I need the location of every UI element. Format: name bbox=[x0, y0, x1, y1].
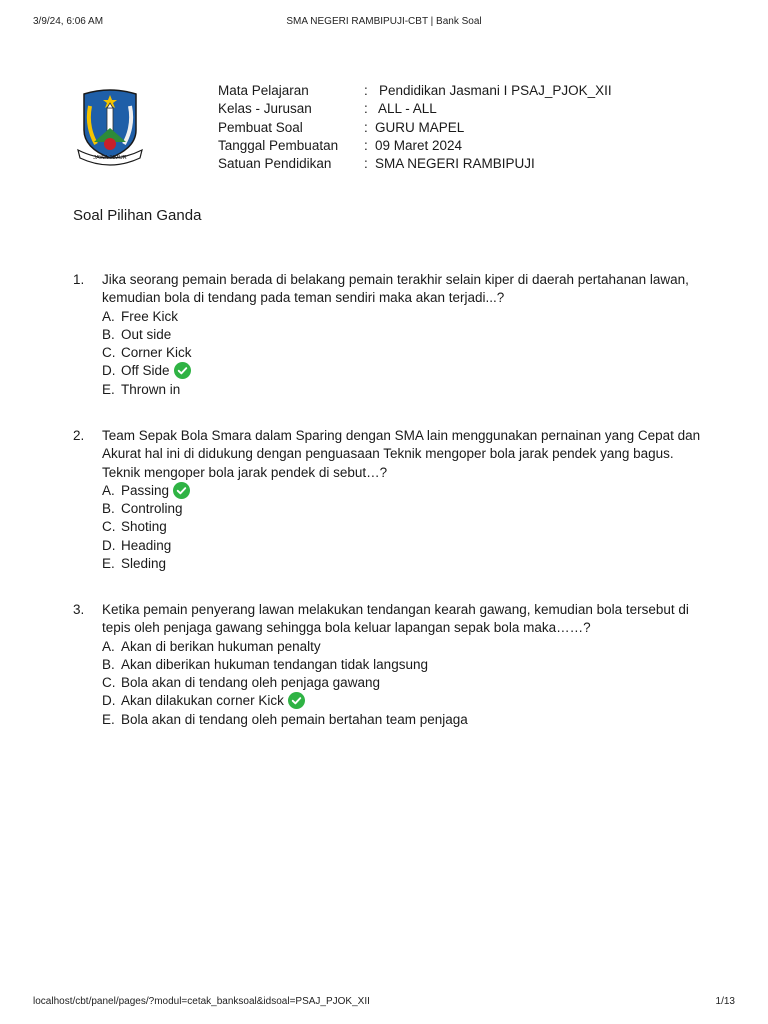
option-d bbox=[102, 537, 713, 555]
meta-separator: : bbox=[364, 137, 368, 153]
meta-label: Satuan Pendidikan bbox=[218, 156, 332, 172]
option-letter: A. bbox=[102, 482, 115, 498]
option-text: Off Side bbox=[121, 363, 170, 379]
option-letter: A. bbox=[102, 638, 115, 654]
option-c bbox=[102, 674, 713, 692]
school-logo bbox=[74, 86, 146, 168]
option-text: Akan di berikan hukuman penalty bbox=[121, 638, 321, 654]
option-b bbox=[102, 326, 713, 344]
question-1 bbox=[73, 271, 713, 399]
meta-separator: : bbox=[364, 101, 368, 117]
option-letter: D. bbox=[102, 363, 116, 379]
option-letter: C. bbox=[102, 345, 116, 361]
question-number: 2. bbox=[73, 428, 85, 443]
print-datetime: 3/9/24, 6:06 AM bbox=[33, 16, 104, 27]
page-indicator: 1/13 bbox=[715, 996, 735, 1007]
meta-separator: : bbox=[364, 156, 368, 172]
option-text: Free Kick bbox=[121, 308, 179, 324]
meta-label: Mata Pelajaran bbox=[218, 83, 309, 98]
meta-value: ALL - ALL bbox=[378, 101, 437, 117]
section-title: Soal Pilihan Ganda bbox=[73, 207, 202, 224]
option-e bbox=[102, 711, 713, 729]
east-java-crest-icon bbox=[74, 86, 146, 168]
meta-value: Pendidikan Jasmani I PSAJ_PJOK_XII bbox=[379, 83, 612, 98]
question-2 bbox=[73, 427, 713, 573]
option-text: Heading bbox=[121, 537, 172, 553]
option-text-wrap bbox=[121, 482, 190, 500]
question-text: Jika seorang pemain berada di belakang pemain terakhir selain kiper di daerah pertahanan lawan, kemudian bola di tendang pada teman sendiri maka akan terjadi...? bbox=[102, 272, 689, 306]
option-c bbox=[102, 344, 713, 362]
option-letter: E. bbox=[102, 381, 115, 397]
option-letter: E. bbox=[102, 711, 115, 727]
option-d bbox=[102, 692, 713, 710]
option-letter: C. bbox=[102, 675, 116, 691]
question-text: Ketika pemain penyerang lawan melakukan tendangan kearah gawang, kemudian bola tersebut di tepis oleh penjaga gawang sehingga bola keluar lapangan sepak bola maka……? bbox=[102, 602, 689, 636]
meta-value: 09 Maret 2024 bbox=[375, 137, 463, 153]
option-c bbox=[102, 518, 713, 536]
option-text: Corner Kick bbox=[121, 345, 192, 361]
option-text-wrap bbox=[121, 362, 191, 380]
option-text: Bola akan di tendang oleh penjaga gawang bbox=[121, 675, 380, 691]
meta-value: SMA NEGERI RAMBIPUJI bbox=[375, 156, 535, 172]
option-e bbox=[102, 381, 713, 399]
option-d bbox=[102, 362, 713, 380]
meta-value: GURU MAPEL bbox=[375, 119, 465, 135]
meta-separator: : bbox=[364, 119, 368, 135]
option-e bbox=[102, 555, 713, 573]
question-text: Team Sepak Bola Smara dalam Sparing dengan SMA lain menggunakan pernainan yang Cepat dan Akurat hal ini di didukung dengan penguasaan Teknik mengoper bola jarak pendek yang bagus. Teknik mengoper bola jarak pendek di sebut…? bbox=[102, 428, 701, 480]
option-text: Bola akan di tendang oleh pemain bertahan team penjaga bbox=[121, 711, 468, 727]
option-text: Shoting bbox=[121, 519, 167, 535]
option-text: Out side bbox=[121, 326, 172, 342]
correct-check-icon bbox=[173, 482, 190, 499]
option-letter: B. bbox=[102, 656, 115, 672]
option-text: Thrown in bbox=[121, 381, 181, 397]
print-page-title: SMA NEGERI RAMBIPUJI-CBT | Bank Soal bbox=[286, 16, 482, 27]
correct-check-icon bbox=[288, 692, 305, 709]
option-text: Passing bbox=[121, 482, 170, 498]
option-a bbox=[102, 638, 713, 656]
option-text: Sleding bbox=[121, 556, 167, 572]
option-letter: D. bbox=[102, 693, 116, 709]
print-header bbox=[33, 16, 735, 30]
svg-text:JAWA TIMUR: JAWA TIMUR bbox=[93, 155, 127, 161]
option-a bbox=[102, 308, 713, 326]
meta-label: Tanggal Pembuatan bbox=[218, 137, 339, 153]
question-3 bbox=[73, 601, 713, 729]
option-letter: A. bbox=[102, 308, 115, 324]
meta-separator: : bbox=[364, 83, 368, 98]
meta-label: Pembuat Soal bbox=[218, 119, 303, 135]
option-letter: C. bbox=[102, 519, 116, 535]
option-letter: B. bbox=[102, 326, 115, 342]
question-number: 3. bbox=[73, 602, 85, 617]
correct-check-icon bbox=[174, 362, 191, 379]
option-text: Controling bbox=[121, 501, 183, 517]
option-b bbox=[102, 656, 713, 674]
option-text: Akan diberikan hukuman tendangan tidak langsung bbox=[121, 656, 428, 672]
option-text: Akan dilakukan corner Kick bbox=[121, 693, 284, 709]
print-url: localhost/cbt/panel/pages/?modul=cetak_banksoal&idsoal=PSAJ_PJOK_XII bbox=[33, 996, 370, 1007]
option-letter: D. bbox=[102, 537, 116, 553]
option-letter: E. bbox=[102, 556, 115, 572]
question-number: 1. bbox=[73, 272, 85, 287]
print-footer bbox=[33, 996, 735, 1010]
option-text-wrap bbox=[121, 692, 305, 710]
option-letter: B. bbox=[102, 501, 115, 517]
option-b bbox=[102, 500, 713, 518]
meta-label: Kelas - Jurusan bbox=[218, 101, 312, 117]
option-a bbox=[102, 482, 713, 500]
